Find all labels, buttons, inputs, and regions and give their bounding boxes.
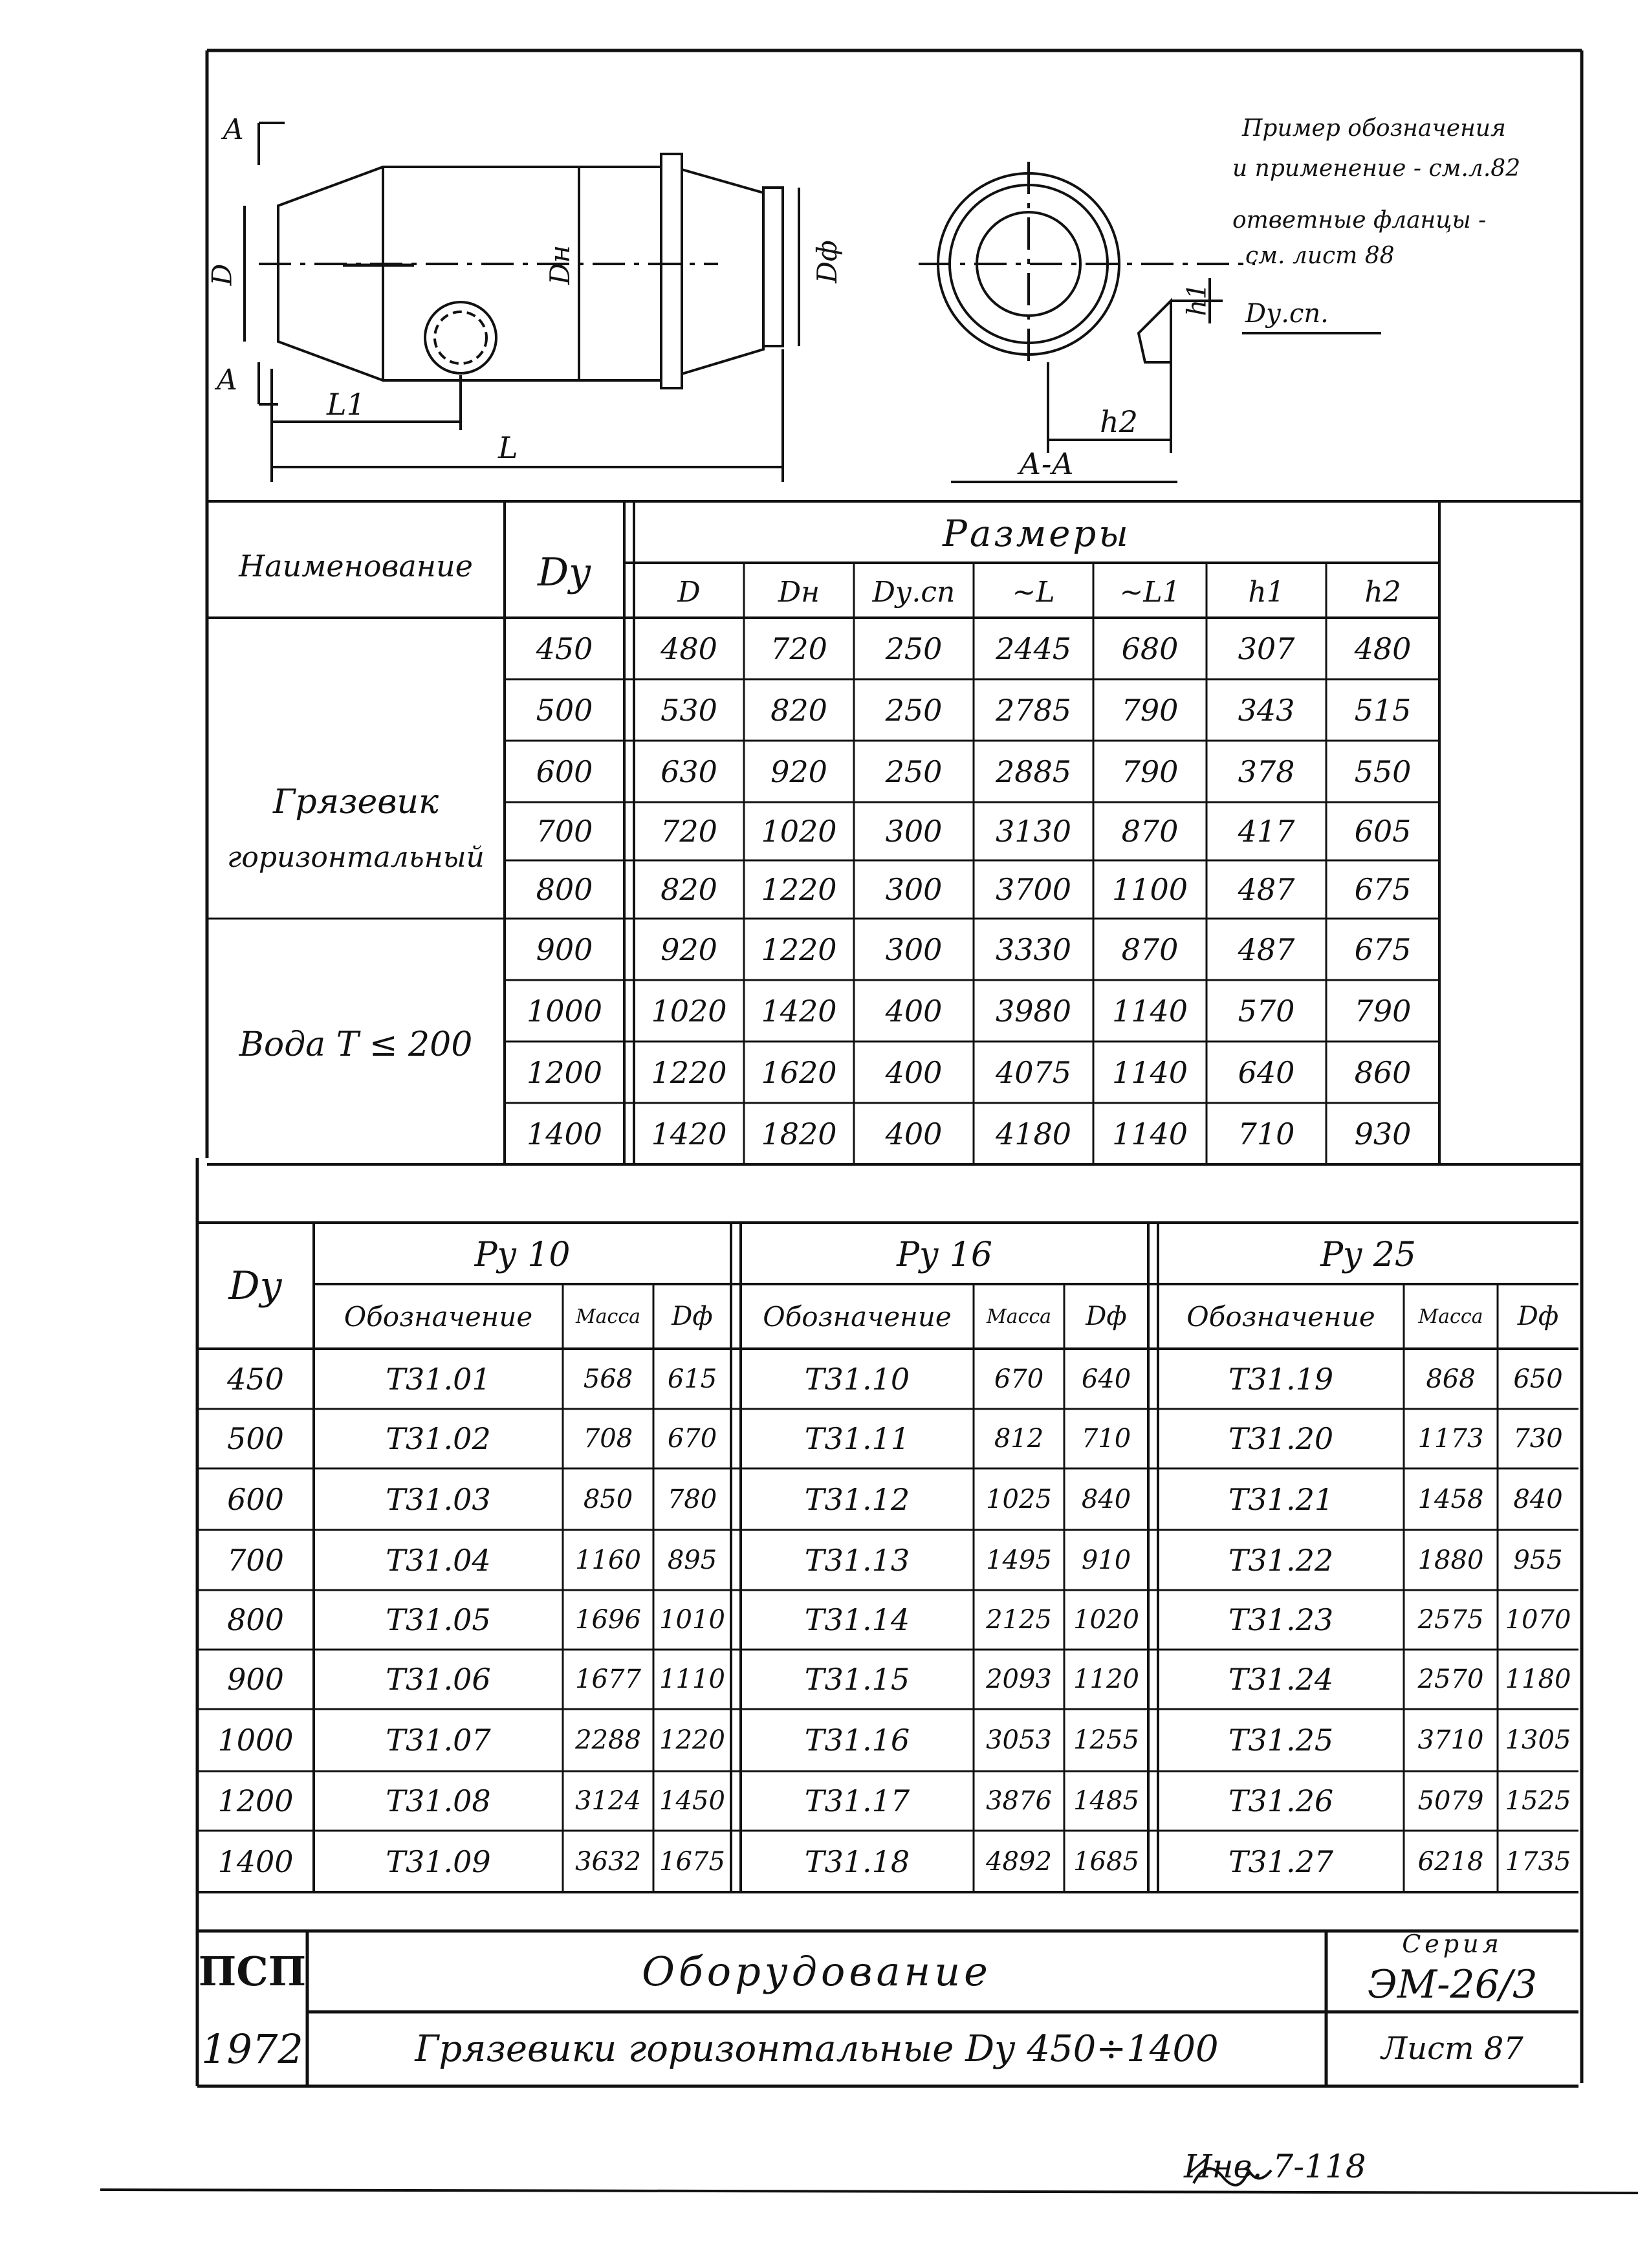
- t1-cell: 378: [1238, 754, 1295, 789]
- section-label: А-А: [1019, 446, 1075, 481]
- t2-cell: 1696: [575, 1605, 641, 1635]
- t1-cell: 870: [1121, 814, 1179, 849]
- t1-col-header: ~L1: [1119, 575, 1181, 609]
- t1-cell: 860: [1354, 1054, 1412, 1090]
- t2-cell: Т31.25: [1228, 1723, 1334, 1758]
- t1-col-header: h1: [1248, 575, 1285, 609]
- t2-cell: Т31.08: [386, 1783, 491, 1818]
- t1-cell: 920: [770, 754, 827, 789]
- dim-dflange: Dф: [811, 240, 843, 283]
- t2-cell: 1070: [1505, 1605, 1571, 1635]
- t2-cell: 3124: [575, 1786, 641, 1816]
- t2-cell: Т31.14: [804, 1602, 910, 1637]
- t2-cell: 1495: [986, 1545, 1052, 1575]
- t1-cell: 900: [536, 932, 593, 967]
- t2-cell: 900: [227, 1662, 284, 1697]
- t1-cell: 720: [770, 631, 827, 666]
- t2-cell: 700: [227, 1542, 284, 1578]
- t1-cell: 1220: [651, 1054, 727, 1090]
- t1-cell: 250: [885, 631, 943, 666]
- t1-cell: 790: [1121, 692, 1179, 728]
- t2-cell: 910: [1081, 1545, 1131, 1575]
- t2-cell: 708: [583, 1424, 633, 1454]
- t2-cell: 1525: [1505, 1786, 1571, 1816]
- t2-cell: 1677: [575, 1664, 641, 1694]
- t1-col-header: ~L: [1012, 575, 1055, 609]
- t1-cell: 1420: [651, 1116, 727, 1151]
- t2-cell: 670: [667, 1424, 717, 1454]
- t1-cell: 930: [1354, 1116, 1412, 1151]
- t2-cell: 4892: [986, 1846, 1052, 1877]
- t2-cell: 3876: [986, 1786, 1052, 1816]
- t2-cell: Т31.06: [386, 1662, 491, 1697]
- t1-cell: 1420: [761, 993, 837, 1029]
- t1-cell: 515: [1354, 692, 1412, 728]
- t1-cell: 680: [1121, 631, 1179, 666]
- t2-cell: 840: [1513, 1484, 1563, 1514]
- t1-cell: 570: [1238, 993, 1295, 1029]
- footer-ref: Инв. 7-118: [1184, 2148, 1366, 2185]
- note-line-1: Пример обозначения: [1242, 115, 1506, 142]
- t1-cell: 300: [885, 872, 943, 907]
- t1-cell: 720: [661, 814, 717, 849]
- t1-cell: 710: [1238, 1116, 1295, 1151]
- t2-cell: Т31.15: [804, 1662, 910, 1697]
- t2-cell: 640: [1081, 1364, 1131, 1394]
- t2-cell: Т31.16: [804, 1723, 910, 1758]
- section-mark-bottom: A: [217, 364, 237, 397]
- t1-cell: 3330: [995, 932, 1072, 967]
- t2-cell: 1110: [659, 1664, 725, 1694]
- dim-h2: h2: [1100, 404, 1138, 439]
- dim-l1: L1: [327, 387, 366, 422]
- t2-cell: 710: [1081, 1424, 1131, 1454]
- t2-cell: 1880: [1417, 1545, 1484, 1575]
- t1-cell: 343: [1238, 692, 1295, 728]
- t1-cell: 550: [1354, 754, 1412, 789]
- t2-group-py10: Pу 10: [474, 1236, 571, 1274]
- t2-cell: 1120: [1073, 1664, 1139, 1694]
- t1-cell: 487: [1238, 872, 1295, 907]
- t1-cell: 3130: [995, 814, 1072, 849]
- t1-cell: 3700: [995, 872, 1072, 907]
- t1-col-header: Dн: [778, 575, 820, 609]
- t2-cell: 1180: [1505, 1664, 1571, 1694]
- t2-cell: 568: [583, 1364, 633, 1394]
- t1-sizes-header: Размеры: [943, 512, 1131, 555]
- t2-cell: Т31.12: [804, 1481, 910, 1517]
- t2-cell: Т31.18: [804, 1844, 910, 1879]
- t1-col-header: Dу.сп: [872, 575, 956, 609]
- t1-cell: 1020: [761, 814, 837, 849]
- t1-cell: 675: [1354, 932, 1412, 967]
- t2-group-py16: Pу 16: [897, 1236, 992, 1274]
- t2-cell: Т31.11: [804, 1421, 910, 1456]
- t1-cell: 400: [885, 1116, 943, 1151]
- t1-name-line-3: Вода T ≤ 200: [239, 1025, 473, 1064]
- t2-cell: Т31.27: [1228, 1844, 1334, 1879]
- dim-dy-sp: Dу.сп.: [1245, 299, 1329, 329]
- t2-cell: 2125: [986, 1605, 1052, 1635]
- t2-cell: Т31.24: [1228, 1662, 1334, 1697]
- t1-cell: 400: [885, 1054, 943, 1090]
- t1-cell: 307: [1238, 631, 1295, 666]
- t2-cell: Т31.10: [804, 1361, 910, 1397]
- t2-cell: 1220: [659, 1725, 725, 1755]
- t1-cell: 250: [885, 692, 943, 728]
- note-line-3: ответные фланцы -: [1232, 207, 1487, 234]
- t2-cell: 730: [1513, 1424, 1563, 1454]
- tb-org: ПСП: [198, 1948, 307, 1995]
- t1-cell: 1220: [761, 872, 837, 907]
- t2-cell: 6218: [1417, 1846, 1484, 1877]
- t2-cell: 3053: [986, 1725, 1052, 1755]
- t1-cell: 640: [1238, 1054, 1295, 1090]
- t2-cell: Т31.20: [1228, 1421, 1334, 1456]
- t2-cell: 1685: [1073, 1846, 1139, 1877]
- t1-cell: 870: [1121, 932, 1179, 967]
- t2-cell: 1675: [659, 1846, 725, 1877]
- t2-cell: 1450: [659, 1786, 725, 1816]
- t1-cell: 417: [1238, 814, 1295, 849]
- t1-cell: 1000: [526, 993, 603, 1029]
- t2-sub-header: Dф: [1086, 1302, 1127, 1331]
- t1-cell: 450: [536, 631, 593, 666]
- t1-cell: 1620: [761, 1054, 837, 1090]
- t2-cell: 780: [667, 1484, 717, 1514]
- t2-sub-header: Обозначение: [763, 1300, 952, 1333]
- t2-cell: 2575: [1417, 1605, 1484, 1635]
- t1-cell: 300: [885, 932, 943, 967]
- t2-cell: 812: [994, 1424, 1044, 1454]
- t1-cell: 1140: [1111, 993, 1188, 1029]
- t2-dy-header: Dу: [228, 1263, 283, 1309]
- t2-sub-header: Масса: [575, 1305, 641, 1328]
- t2-sub-header: Масса: [986, 1305, 1052, 1328]
- t1-cell: 300: [885, 814, 943, 849]
- t1-cell: 250: [885, 754, 943, 789]
- t1-cell: 4075: [995, 1054, 1072, 1090]
- t2-cell: 2093: [986, 1664, 1052, 1694]
- tb-series-label: Серия: [1402, 1930, 1503, 1958]
- t2-cell: 5079: [1417, 1786, 1484, 1816]
- t2-cell: 500: [227, 1421, 284, 1456]
- t2-cell: Т31.02: [386, 1421, 491, 1456]
- t1-cell: 2445: [995, 631, 1072, 666]
- t1-name-header: Наименование: [239, 549, 473, 583]
- t2-cell: 3710: [1417, 1725, 1484, 1755]
- t1-cell: 1140: [1111, 1054, 1188, 1090]
- t2-cell: Т31.17: [804, 1783, 910, 1818]
- t2-cell: Т31.22: [1228, 1542, 1334, 1578]
- tb-title: Оборудование: [642, 1948, 992, 1995]
- t2-cell: 868: [1426, 1364, 1476, 1394]
- t1-cell: 820: [770, 692, 827, 728]
- t1-cell: 1100: [1111, 872, 1188, 907]
- t2-cell: 1025: [986, 1484, 1052, 1514]
- t2-cell: 1020: [1073, 1605, 1139, 1635]
- t2-cell: 615: [667, 1364, 717, 1394]
- t1-cell: 630: [661, 754, 717, 789]
- t2-cell: Т31.13: [804, 1542, 910, 1578]
- t2-cell: 2570: [1417, 1664, 1484, 1694]
- t2-cell: Т31.23: [1228, 1602, 1334, 1637]
- t2-cell: 2288: [575, 1725, 641, 1755]
- t2-cell: Т31.21: [1228, 1481, 1334, 1517]
- t1-cell: 3980: [995, 993, 1072, 1029]
- t2-cell: Т31.07: [386, 1723, 491, 1758]
- t1-cell: 790: [1121, 754, 1179, 789]
- t2-cell: Т31.09: [386, 1844, 491, 1879]
- t2-sub-header: Обозначение: [1186, 1300, 1375, 1333]
- t1-cell: 1200: [526, 1054, 603, 1090]
- t2-cell: Т31.19: [1228, 1361, 1334, 1397]
- t1-name-line-2: горизонтальный: [227, 840, 485, 874]
- t1-cell: 480: [661, 631, 717, 666]
- t2-cell: 1735: [1505, 1846, 1571, 1877]
- t1-dy-header: Dу: [538, 550, 591, 595]
- section-mark-top: A: [223, 113, 244, 146]
- t2-cell: Т31.05: [386, 1602, 491, 1637]
- t2-sub-header: Dф: [1517, 1302, 1559, 1331]
- t1-cell: 675: [1354, 872, 1412, 907]
- t2-cell: 1305: [1505, 1725, 1571, 1755]
- t2-cell: 1000: [217, 1723, 294, 1758]
- t2-cell: 1400: [217, 1844, 294, 1879]
- tb-series: ЭМ-26/3: [1367, 1961, 1538, 2007]
- t1-cell: 700: [536, 814, 593, 849]
- t2-cell: 3632: [575, 1846, 641, 1877]
- t2-cell: Т31.01: [386, 1361, 491, 1397]
- dim-dn: Dн: [544, 245, 576, 285]
- t2-cell: 1200: [217, 1783, 294, 1818]
- t2-sub-header: Dф: [672, 1302, 713, 1331]
- t2-cell: Т31.04: [386, 1542, 491, 1578]
- dim-h1: h1: [1182, 283, 1212, 316]
- t2-cell: 850: [583, 1484, 633, 1514]
- t2-cell: 840: [1081, 1484, 1131, 1514]
- t1-cell: 487: [1238, 932, 1295, 967]
- t2-cell: Т31.26: [1228, 1783, 1334, 1818]
- t1-cell: 1020: [651, 993, 727, 1029]
- t2-cell: 955: [1513, 1545, 1563, 1575]
- t1-cell: 1400: [526, 1116, 603, 1151]
- side-view: [245, 123, 799, 482]
- footer-rule: [100, 2190, 1638, 2193]
- dim-l: L: [498, 430, 518, 465]
- t2-cell: 650: [1513, 1364, 1563, 1394]
- t2-cell: Т31.03: [386, 1481, 491, 1517]
- t1-cell: 1140: [1111, 1116, 1188, 1151]
- note-line-4: см. лист 88: [1245, 243, 1395, 269]
- t1-cell: 2785: [995, 692, 1072, 728]
- t1-cell: 820: [661, 872, 717, 907]
- t2-sub-header: Обозначение: [344, 1300, 533, 1333]
- t1-cell: 600: [536, 754, 593, 789]
- t2-cell: 1458: [1417, 1484, 1484, 1514]
- t2-cell: 895: [667, 1545, 717, 1575]
- t1-cell: 605: [1354, 814, 1412, 849]
- t1-cell: 480: [1354, 631, 1412, 666]
- t2-cell: 670: [994, 1364, 1044, 1394]
- t1-col-header: h2: [1364, 575, 1401, 609]
- t2-cell: 1160: [575, 1545, 641, 1575]
- t2-cell: 800: [227, 1602, 284, 1637]
- t1-cell: 1220: [761, 932, 837, 967]
- t2-cell: 1010: [659, 1605, 725, 1635]
- note-line-2: и применение - см.л.82: [1232, 155, 1521, 182]
- t1-cell: 800: [536, 872, 593, 907]
- t1-cell: 4180: [995, 1116, 1072, 1151]
- t1-cell: 530: [661, 692, 717, 728]
- t1-cell: 2885: [995, 754, 1072, 789]
- t2-cell: 600: [227, 1481, 284, 1517]
- t2-group-py25: Pу 25: [1320, 1236, 1416, 1274]
- t1-cell: 1820: [761, 1116, 837, 1151]
- tb-sheet: Лист 87: [1381, 2031, 1523, 2067]
- t2-sub-header: Масса: [1418, 1305, 1483, 1328]
- t1-cell: 400: [885, 993, 943, 1029]
- tb-year: 1972: [201, 2025, 303, 2073]
- dim-d: D: [206, 263, 238, 286]
- t2-cell: 1255: [1073, 1725, 1139, 1755]
- t1-cell: 500: [536, 692, 593, 728]
- t2-cell: 1173: [1417, 1424, 1484, 1454]
- t1-cell: 790: [1354, 993, 1412, 1029]
- t1-cell: 920: [661, 932, 717, 967]
- t1-col-header: D: [677, 575, 701, 609]
- t2-cell: 450: [227, 1361, 284, 1397]
- tb-subtitle: Грязевики горизонтальные Dу 450÷1400: [415, 2027, 1219, 2070]
- t1-name-line-1: Грязевик: [272, 783, 439, 822]
- t2-cell: 1485: [1073, 1786, 1139, 1816]
